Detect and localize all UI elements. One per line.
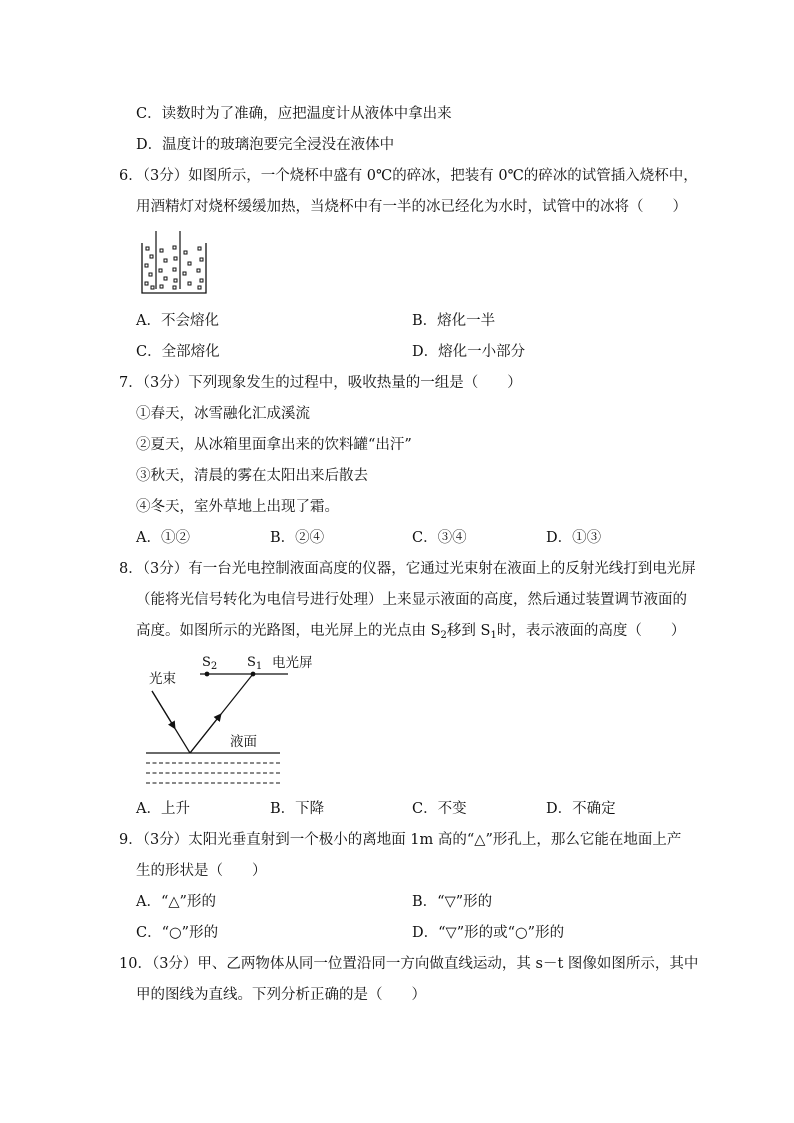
- figure-label-beam: 光束: [149, 671, 176, 687]
- figure-label-screen: 电光屏: [272, 655, 313, 671]
- q7-item4: ④冬天，室外草地上出现了霜。: [136, 499, 339, 515]
- q9-stem-line1: 9．（3分）太阳光垂直射到一个极小的离地面 1m 高的“△”形孔上，那么它能在地面上产: [119, 832, 682, 848]
- q9-option-c: C．“○”形的: [136, 925, 219, 941]
- q9-option-d: D．“▽”形的或“○”形的: [412, 925, 565, 941]
- q7-option-b: B．②④: [270, 530, 325, 546]
- q8-stem-line3: 高度。如图所示的光路图，电光屏上的光点由 $S_2$移到 $S_1$时，表示液面的高度（ ）: [136, 623, 686, 641]
- q6-option-c: C．全部熔化: [136, 344, 220, 360]
- q10-stem-line2: 甲的图线为直线。下列分析正确的是（ ）: [136, 987, 426, 1003]
- q8-option-d: D．不确定: [546, 801, 616, 817]
- q10-stem-line1: 10．（3分）甲、乙两物体从同一位置沿同一方向做直线运动，其 s－t 图像如图所示，其中: [119, 956, 699, 972]
- q8-option-a: A．上升: [136, 801, 190, 817]
- q6-option-a: A．不会熔化: [136, 313, 219, 329]
- q7-option-c: C．③④: [412, 530, 467, 546]
- q7-option-a: A．①②: [136, 530, 190, 546]
- q7-item1: ①春天，冰雪融化汇成溪流: [136, 406, 310, 422]
- q9-option-b: B．“▽”形的: [412, 894, 493, 910]
- figure-label-s1: $S_1$: [247, 655, 263, 672]
- q7-stem: 7．（3分）下列现象发生的过程中，吸收热量的一组是（ ）: [119, 375, 522, 391]
- q9-stem-line2: 生的形状是（ ）: [136, 863, 267, 879]
- q8-stem-line2: （能将光信号转化为电信号进行处理）上来显示液面的高度，然后通过装置调节液面的: [136, 592, 687, 608]
- q6-option-b: B．熔化一半: [412, 313, 496, 329]
- q7-item3: ③秋天，清晨的雾在太阳出来后散去: [136, 468, 368, 484]
- q8-option-c: C．不变: [412, 801, 467, 817]
- q6-option-d: D．熔化一小部分: [412, 344, 526, 360]
- figure-label-s2: $S_2$: [202, 655, 218, 672]
- q9-option-a: A．“△”形的: [136, 894, 216, 910]
- figure-label-liquid: 液面: [230, 734, 257, 750]
- q5-option-c: C．读数时为了准确，应把温度计从液体中拿出来: [136, 106, 452, 122]
- q8-option-b: B．下降: [270, 801, 325, 817]
- q6-stem-line1: 6．（3分）如图所示，一个烧杯中盛有 0℃的碎冰，把装有 0℃的碎冰的试管插入烧杯中，: [119, 168, 698, 184]
- q7-item2: ②夏天，从冰箱里面拿出来的饮料罐“出汗”: [136, 437, 412, 453]
- q7-option-d: D．①③: [546, 530, 602, 546]
- q6-stem-line2: 用酒精灯对烧杯缓缓加热，当烧杯中有一半的冰已经化为水时，试管中的冰将（ ）: [136, 199, 687, 215]
- q5-option-d: D．温度计的玻璃泡要完全浸没在液体中: [136, 137, 395, 153]
- beaker-figure: [140, 229, 220, 295]
- q8-stem-line1: 8．（3分）有一台光电控制液面高度的仪器，它通过光束射在液面上的反射光线打到电光屏: [119, 561, 696, 577]
- light-path-figure: [140, 665, 290, 795]
